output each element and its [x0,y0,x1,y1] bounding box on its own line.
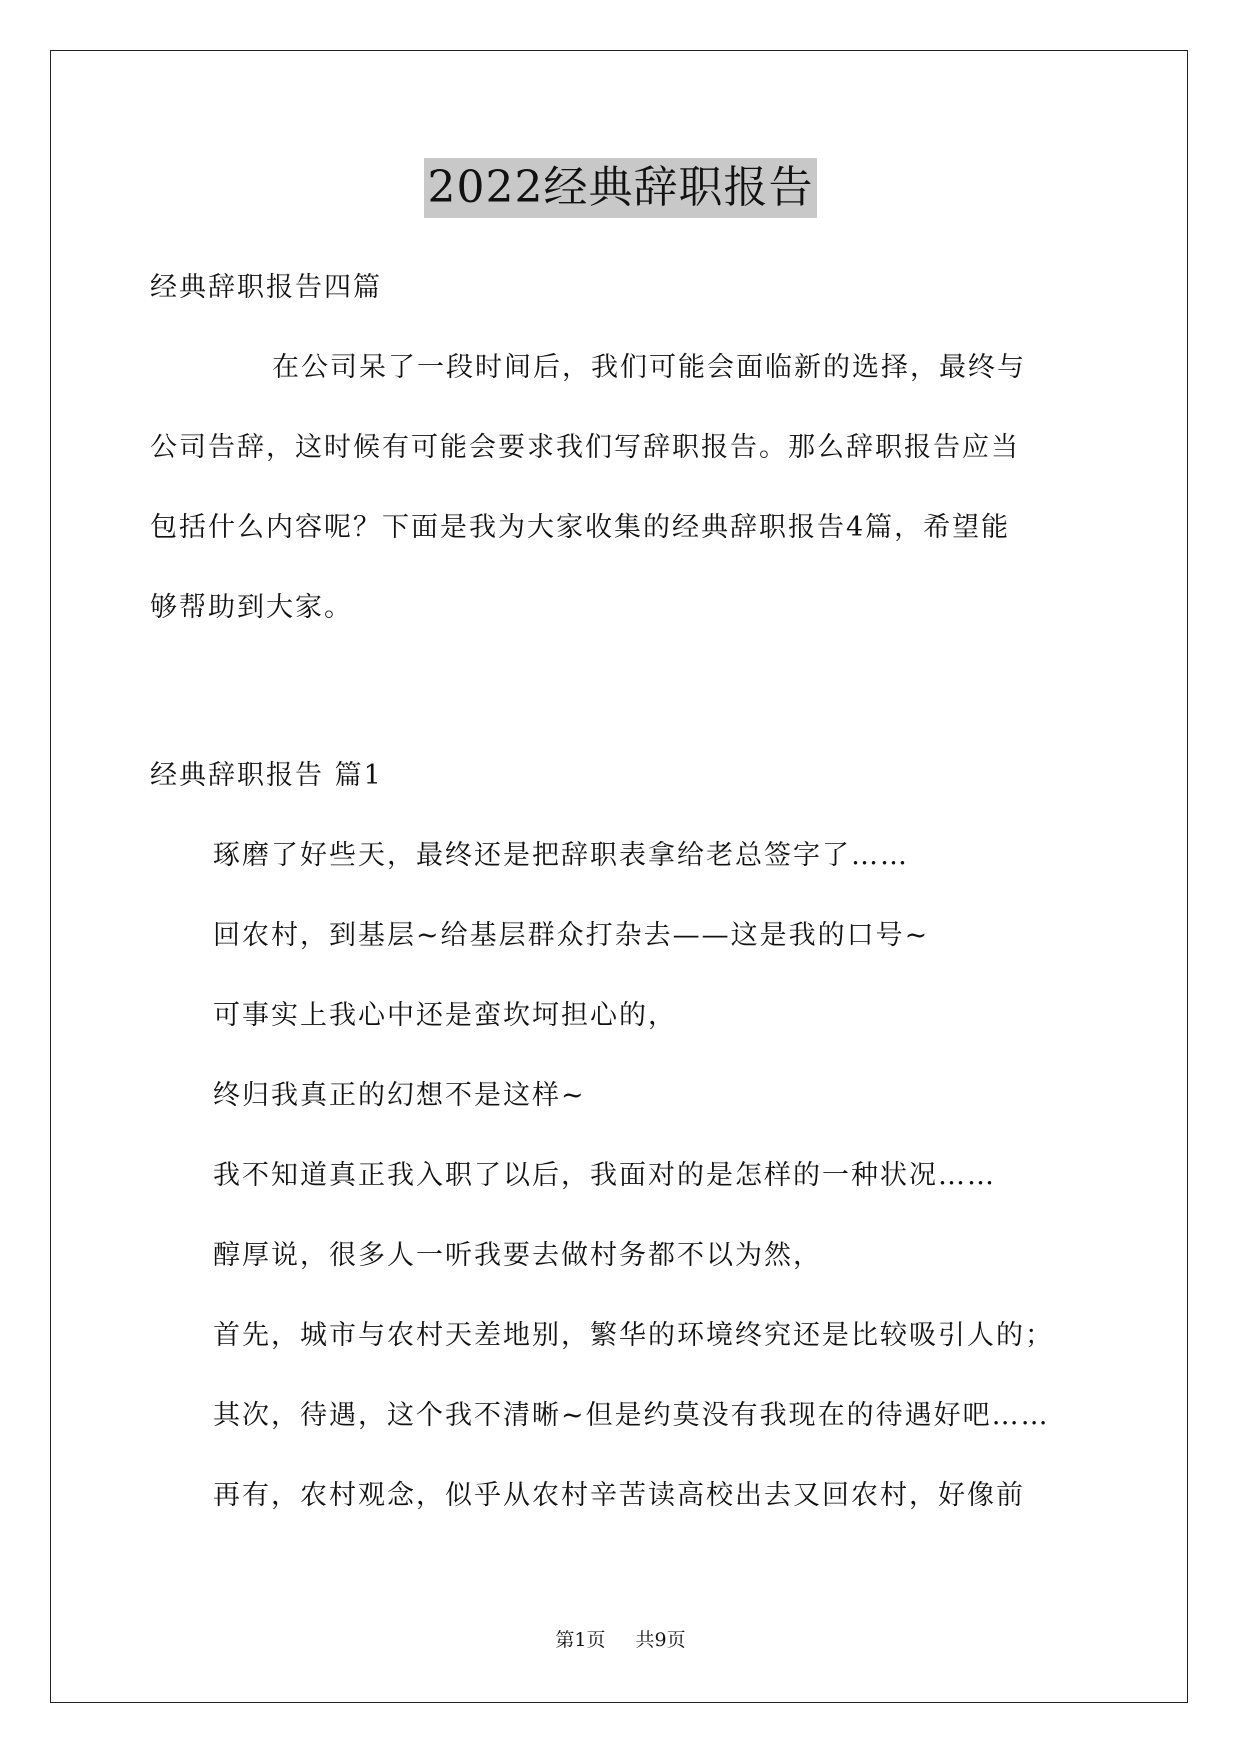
body-line: 琢磨了好些天，最终还是把辞职表拿给老总签字了…… [213,840,909,871]
body-line: 回农村，到基层~给基层群众打杂去——这是我的口号~ [213,920,930,951]
body-line: 其次，待遇，这个我不清晰~但是约莫没有我现在的待遇好吧…… [213,1400,1050,1431]
body-line: 我不知道真正我入职了以后，我面对的是怎样的一种状况…… [213,1160,996,1191]
section-heading: 经典辞职报告 篇1 [150,760,383,791]
intro-line: 公司告辞，这时候有可能会要求我们写辞职报告。那么辞职报告应当 [150,432,1020,463]
page-total: 共9页 [635,1629,686,1651]
document-subtitle: 经典辞职报告四篇 [150,272,382,303]
body-line: 首先，城市与农村天差地别，繁华的环境终究还是比较吸引人的； [213,1320,1054,1351]
page-footer [0,1628,1241,1652]
body-line: 可事实上我心中还是蛮坎坷担心的， [213,1000,677,1031]
intro-line: 够帮助到大家。 [150,592,353,623]
intro-line: 在公司呆了一段时间后，我们可能会面临新的选择，最终与 [272,352,1026,383]
body-line: 终归我真正的幻想不是这样~ [213,1080,586,1111]
page-number: 第1页 [555,1629,606,1651]
document-title: 2022经典辞职报告 [424,158,818,218]
intro-line: 包括什么内容呢？下面是我为大家收集的经典辞职报告4篇，希望能 [150,512,1011,543]
body-line: 再有，农村观念，似乎从农村辛苦读高校出去又回农村，好像前 [213,1480,1025,1511]
title-wrapper [0,158,1241,218]
body-line: 醇厚说，很多人一听我要去做村务都不以为然， [213,1240,822,1271]
